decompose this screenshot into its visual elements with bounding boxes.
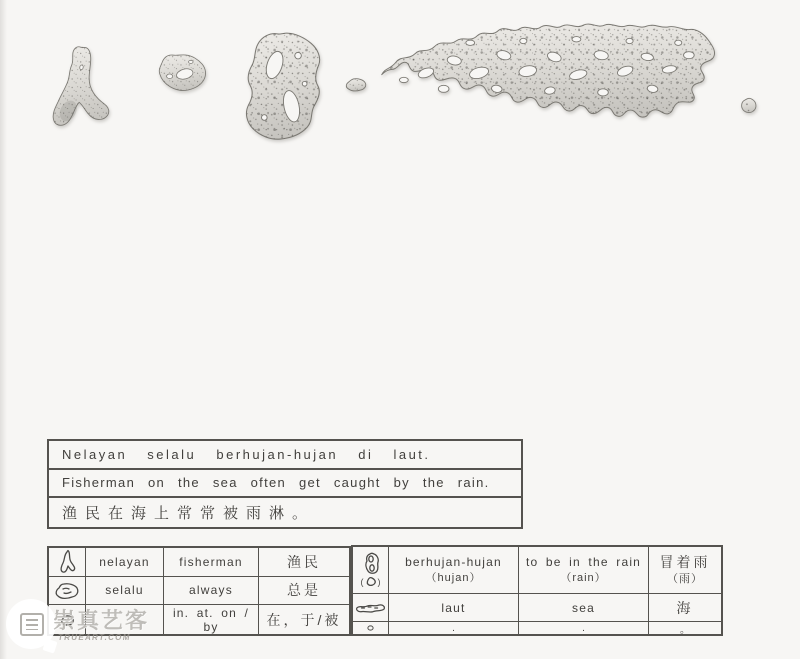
watermark-brand: 崇真艺客: [53, 608, 150, 633]
vocab-word-paren: （雨）: [667, 573, 703, 586]
coral-pebble: [737, 94, 760, 116]
watermark-document-icon: [20, 613, 44, 636]
punct-cell: .: [519, 622, 649, 634]
paren-close: ): [377, 576, 381, 587]
watermark-domain: TRUEART.COM: [58, 633, 131, 642]
vocab-cell: 总是: [259, 577, 349, 606]
vocab-word: 冒着雨: [659, 554, 711, 571]
sentence-malay: [49, 441, 521, 470]
stone-hujan-small-icon: [365, 576, 377, 587]
vocab-cell: always: [164, 577, 259, 606]
coral-piece-long: [358, 18, 740, 126]
vocab-word-paren: （hujan）: [425, 571, 482, 584]
coral-piece-1: [45, 33, 111, 139]
scan-edge-artifact: [0, 0, 7, 659]
vocab-word: to be in the rain: [525, 555, 642, 570]
vocab-cell: sea: [519, 594, 649, 622]
sentence-english-text: Fisherman on the sea often get caught by the rain.: [62, 475, 490, 491]
vocab-cell: 海: [649, 594, 721, 622]
punct-cell: .: [389, 622, 519, 634]
stone-period-icon: [367, 625, 374, 631]
vocab-cell: [519, 547, 649, 594]
punct-cell: 。: [680, 624, 690, 634]
vocab-cell: fisherman: [164, 548, 259, 577]
watermark-document-lines: [26, 619, 38, 630]
vocab-cell: selalu: [86, 577, 164, 606]
stone-nelayan-icon: [57, 549, 77, 575]
stone-hujan-icon: [362, 552, 380, 576]
sentence-chinese-text: 渔民在海上常常被雨淋。: [62, 505, 316, 523]
vocab-cell: nelayan: [86, 548, 164, 577]
hujan-paren-icon: [361, 576, 381, 588]
coral-piece-3: [239, 28, 329, 147]
vocab-cell: [389, 547, 519, 594]
sentence-english: [49, 470, 521, 499]
stone-hujan-sketch: [353, 547, 389, 594]
vocab-cell: [649, 547, 721, 594]
stone-period-sketch: [353, 622, 389, 634]
stone-nelayan-sketch: [49, 548, 86, 577]
vocab-cell: in. at. on / by: [164, 605, 259, 634]
stone-laut-icon: [355, 601, 387, 614]
vocab-table-right: [351, 545, 723, 636]
stone-laut-sketch: [353, 594, 389, 622]
vocab-word-paren: （rain）: [560, 571, 607, 584]
vocab-cell: 在，于/被: [266, 611, 342, 628]
vocab-cell: 渔民: [259, 548, 349, 577]
vocab-cell: laut: [389, 594, 519, 622]
vocab-word: berhujan-hujan: [405, 555, 502, 570]
watermark: [0, 592, 180, 659]
sentence-table: [47, 439, 523, 529]
sentence-malay-text: Nelayan selalu berhujan-hujan di laut.: [62, 446, 431, 462]
coral-piece-2: [150, 46, 218, 102]
sentence-chinese: [49, 498, 521, 527]
paren-open: (: [360, 576, 364, 587]
